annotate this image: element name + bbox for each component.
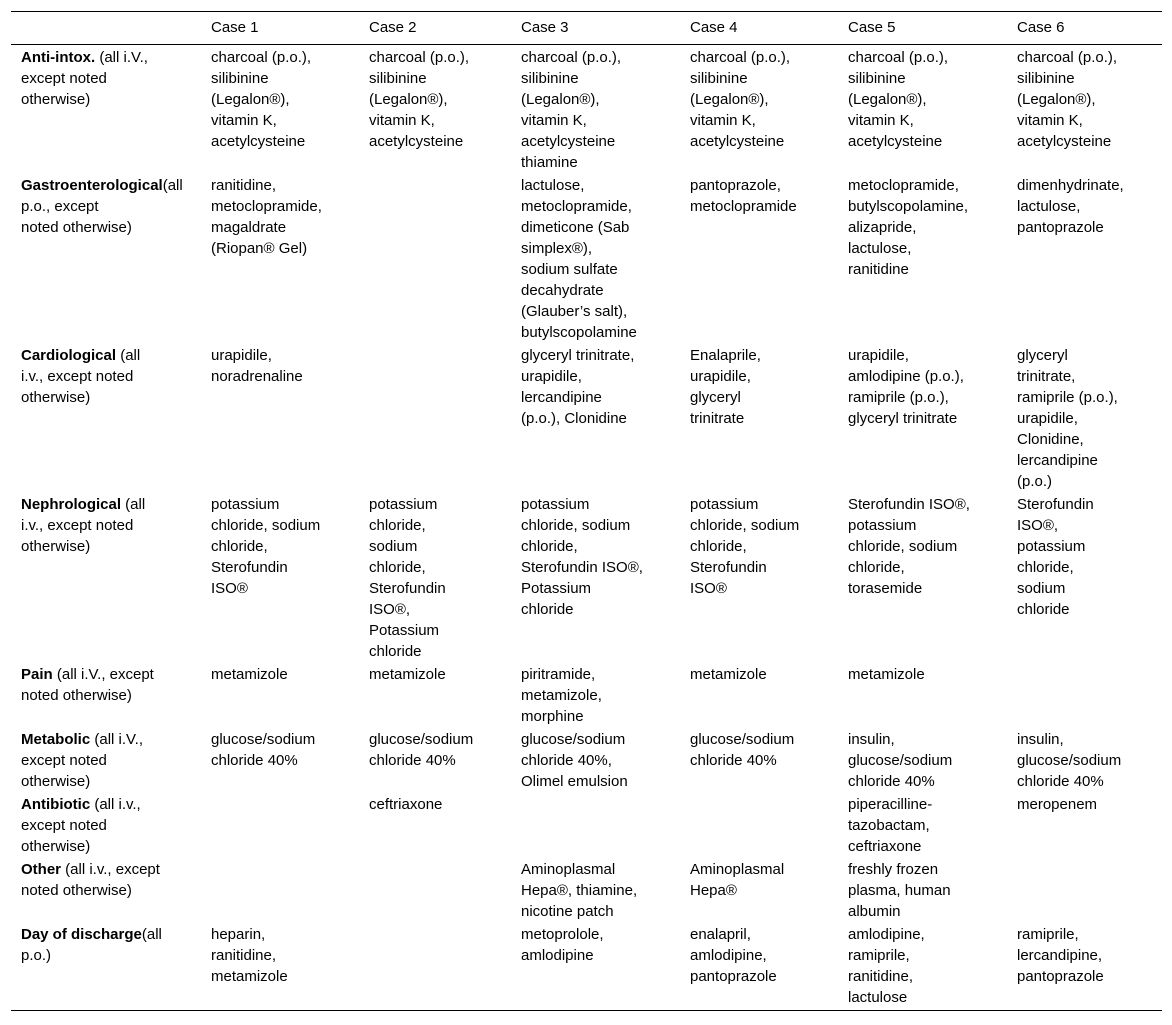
cell-text-line: acetylcysteine: [369, 133, 464, 150]
cell-text-line: Enalaprile,: [690, 347, 761, 364]
cell-text-line: magaldrate: [211, 219, 287, 236]
table-cell: [1007, 794, 1162, 859]
table-cell: [838, 345, 1007, 494]
cell-text-line: decahydrate: [521, 282, 604, 299]
cell-text-line: silibinine: [211, 70, 269, 87]
cell-text-line: enalapril,: [690, 926, 751, 943]
cell-text-line: lactulose,: [848, 240, 912, 257]
cell-text-line: ISO®: [211, 580, 248, 597]
cell-text-line: meropenem: [1017, 796, 1098, 813]
cell-text-line: vitamin K,: [521, 112, 587, 129]
cell-text-line: simplex®),: [521, 240, 593, 257]
table-cell: [201, 175, 359, 345]
table-cell: [511, 494, 680, 664]
cell-text-line: silibinine: [848, 70, 906, 87]
row-category-note: otherwise): [21, 389, 91, 406]
row-category-note: noted otherwise): [21, 882, 132, 899]
cell-text-line: butylscopolamine,: [848, 198, 969, 215]
table-cell: [1007, 664, 1162, 729]
cell-text-line: chloride 40%: [211, 752, 298, 769]
cell-text-line: trinitrate: [690, 410, 745, 427]
table-cell: [359, 345, 511, 494]
cell-text-line: vitamin K,: [690, 112, 756, 129]
cell-text-line: metamizole: [848, 666, 925, 683]
cell-text-line: chloride, sodium: [848, 538, 958, 555]
cell-text-line: Potassium: [369, 622, 440, 639]
table-cell: [838, 45, 1007, 176]
table-cell: [838, 859, 1007, 924]
table-header: [11, 12, 1162, 45]
table-cell: [680, 494, 838, 664]
cell-text-line: Aminoplasmal: [521, 861, 616, 878]
table-cell: [680, 345, 838, 494]
row-header-cell: [11, 859, 201, 924]
cell-text-line: insulin,: [848, 731, 895, 748]
cell-text-line: urapidile,: [1017, 410, 1078, 427]
cell-text-line: (Glauber’s salt),: [521, 303, 628, 320]
cell-text-line: insulin,: [1017, 731, 1064, 748]
cell-text-line: metamizole: [369, 666, 446, 683]
cell-text-line: charcoal (p.o.),: [211, 49, 312, 66]
cell-text-line: sodium sulfate: [521, 261, 618, 278]
cell-text-line: amlodipine (p.o.),: [848, 368, 964, 385]
cell-text-line: metoclopramide,: [848, 177, 959, 194]
cell-text-line: chloride, sodium: [211, 517, 321, 534]
row-category-title: Anti-intox.: [21, 49, 96, 66]
cell-text-line: glucose/sodium: [521, 731, 626, 748]
row-category-note: except noted: [21, 817, 107, 834]
cell-text-line: Sterofundin: [690, 559, 767, 576]
cell-text-line: ranitidine,: [211, 947, 277, 964]
row-category-note: except noted: [21, 752, 107, 769]
table-cell: [201, 345, 359, 494]
cell-text-line: glucose/sodium: [690, 731, 795, 748]
table-cell: [359, 664, 511, 729]
row-category-note: (all i.v.,: [90, 796, 141, 813]
cell-text-line: Potassium: [521, 580, 592, 597]
cell-text-line: metoclopramide,: [521, 198, 632, 215]
cell-text-line: amlodipine,: [690, 947, 767, 964]
cell-text-line: metamizole: [211, 666, 288, 683]
table-cell: [680, 794, 838, 859]
table-cell: [680, 729, 838, 794]
row-category-title: Pain: [21, 666, 53, 683]
cell-text-line: acetylcysteine: [690, 133, 785, 150]
table-cell: [359, 45, 511, 176]
cell-text-line: chloride: [521, 601, 574, 618]
row-category-title: Other: [21, 861, 62, 878]
row-header-cell: [11, 45, 201, 176]
cell-text-line: glucose/sodium: [211, 731, 316, 748]
row-header-cell: [11, 175, 201, 345]
cell-text-line: potassium: [521, 496, 590, 513]
cell-text-line: acetylcysteine: [848, 133, 943, 150]
cell-text-line: vitamin K,: [1017, 112, 1083, 129]
table-row: [11, 345, 1162, 494]
table-cell: [838, 494, 1007, 664]
cell-text-line: metamizole: [211, 968, 288, 985]
table-row: [11, 924, 1162, 1011]
header-cell-empty: [11, 12, 201, 45]
table-cell: [838, 729, 1007, 794]
cell-text-line: Hepa®: [690, 882, 737, 899]
cell-text-line: tazobactam,: [848, 817, 930, 834]
cell-text-line: chloride,: [690, 538, 747, 555]
row-header-cell: [11, 794, 201, 859]
table-cell: [511, 794, 680, 859]
table-cell: [1007, 175, 1162, 345]
cell-text-line: potassium: [211, 496, 280, 513]
cell-text-line: Sterofundin: [369, 580, 446, 597]
cell-text-line: charcoal (p.o.),: [369, 49, 470, 66]
cell-text-line: (Legalon®),: [211, 91, 290, 108]
cell-text-line: ISO®: [690, 580, 727, 597]
cell-text-line: ISO®,: [369, 601, 411, 618]
cell-text-line: piritramide,: [521, 666, 596, 683]
table-cell: [511, 45, 680, 176]
row-header-cell: [11, 664, 201, 729]
cell-text-line: pantoprazole: [690, 968, 777, 985]
cell-text-line: lercandipine: [1017, 452, 1098, 469]
row-category-note: i.v., except noted: [21, 517, 134, 534]
cell-text-line: chloride,: [1017, 559, 1074, 576]
cell-text-line: chloride,: [521, 538, 578, 555]
cell-text-line: urapidile,: [690, 368, 751, 385]
row-category-note: noted otherwise): [21, 687, 132, 704]
cell-text-line: lactulose,: [1017, 198, 1081, 215]
cell-text-line: (Legalon®),: [1017, 91, 1096, 108]
cell-text-line: Sterofundin ISO®,: [521, 559, 643, 576]
header-cell-case-3: Case 3: [521, 19, 569, 36]
cell-text-line: Sterofundin ISO®,: [848, 496, 970, 513]
cell-text-line: ceftriaxone: [369, 796, 443, 813]
table-cell: [511, 924, 680, 1011]
table-cell: [201, 729, 359, 794]
cell-text-line: vitamin K,: [848, 112, 914, 129]
cell-text-line: (Legalon®),: [521, 91, 600, 108]
table-cell: [201, 794, 359, 859]
cell-text-line: chloride 40%: [1017, 773, 1104, 790]
cell-text-line: charcoal (p.o.),: [521, 49, 622, 66]
cell-text-line: ramiprile,: [1017, 926, 1079, 943]
row-category-note: noted otherwise): [21, 219, 132, 236]
cell-text-line: lercandipine,: [1017, 947, 1103, 964]
cell-text-line: glyceryl trinitrate,: [521, 347, 635, 364]
table-cell: [838, 175, 1007, 345]
cell-text-line: chloride,: [848, 559, 905, 576]
cell-text-line: potassium: [369, 496, 438, 513]
table-cell: [1007, 729, 1162, 794]
cell-text-line: lactulose: [848, 989, 908, 1006]
table-cell: [359, 729, 511, 794]
cell-text-line: vitamin K,: [369, 112, 435, 129]
row-category-note: (all i.V., except: [52, 666, 154, 683]
table-cell: [201, 924, 359, 1011]
table-row: [11, 664, 1162, 729]
cell-text-line: freshly frozen: [848, 861, 939, 878]
row-category-note: (all i.v., except: [61, 861, 160, 878]
cell-text-line: pantoprazole,: [690, 177, 781, 194]
cell-text-line: Olimel emulsion: [521, 773, 628, 790]
row-category-note: (all p.o.): [21, 926, 162, 964]
cell-text-line: glucose/sodium: [1017, 752, 1122, 769]
row-category-note: (all p.o., except: [21, 177, 183, 215]
row-category-note: otherwise): [21, 538, 91, 555]
table-cell: [838, 794, 1007, 859]
table-cell: [838, 664, 1007, 729]
cell-text-line: acetylcysteine: [1017, 133, 1112, 150]
cell-text-line: (p.o.), Clonidine: [521, 410, 627, 427]
cell-text-line: chloride: [369, 643, 422, 660]
table-cell: [511, 859, 680, 924]
cell-text-line: potassium: [690, 496, 759, 513]
cell-text-line: potassium: [1017, 538, 1086, 555]
cell-text-line: metoclopramide: [690, 198, 797, 215]
cell-text-line: torasemide: [848, 580, 923, 597]
cell-text-line: silibinine: [1017, 70, 1075, 87]
row-category-title: Antibiotic: [21, 796, 91, 813]
header-row: [11, 12, 1162, 45]
cell-text-line: amlodipine: [521, 947, 594, 964]
table-cell: [1007, 345, 1162, 494]
row-category-title: Day of discharge: [21, 926, 142, 943]
row-category-note: otherwise): [21, 773, 91, 790]
table-cell: [359, 794, 511, 859]
cell-text-line: ramiprile (p.o.),: [848, 389, 949, 406]
table-cell: [359, 494, 511, 664]
cell-text-line: charcoal (p.o.),: [690, 49, 791, 66]
header-cell-case-2: Case 2: [369, 19, 417, 36]
row-header-cell: [11, 494, 201, 664]
cell-text-line: metoprolole,: [521, 926, 604, 943]
table-cell: [359, 175, 511, 345]
cell-text-line: chloride,: [211, 538, 268, 555]
cell-text-line: nicotine patch: [521, 903, 614, 920]
table-cell: [201, 494, 359, 664]
cell-text-line: metamizole: [690, 666, 767, 683]
cell-text-line: metoclopramide,: [211, 198, 322, 215]
cell-text-line: chloride, sodium: [521, 517, 631, 534]
row-category-title: Metabolic: [21, 731, 91, 748]
cell-text-line: glucose/sodium: [848, 752, 953, 769]
cell-text-line: ceftriaxone: [848, 838, 922, 855]
cell-text-line: glyceryl: [1017, 347, 1068, 364]
cell-text-line: piperacilline-: [848, 796, 933, 813]
cell-text-line: noradrenaline: [211, 368, 303, 385]
cell-text-line: (Riopan® Gel): [211, 240, 308, 257]
table-cell: [511, 345, 680, 494]
row-category-title: Cardiological: [21, 347, 117, 364]
row-header-cell: [11, 729, 201, 794]
cell-text-line: alizapride,: [848, 219, 917, 236]
row-category-note: (all: [121, 496, 146, 513]
cell-text-line: charcoal (p.o.),: [848, 49, 949, 66]
table-body: [11, 45, 1162, 1011]
cell-text-line: ranitidine: [848, 261, 909, 278]
cell-text-line: silibinine: [369, 70, 427, 87]
table-cell: [511, 729, 680, 794]
row-category-note: i.v., except noted: [21, 368, 134, 385]
cell-text-line: ramiprile (p.o.),: [1017, 389, 1118, 406]
cell-text-line: heparin,: [211, 926, 266, 943]
table-row: [11, 45, 1162, 176]
cell-text-line: morphine: [521, 708, 584, 725]
cell-text-line: dimenhydrinate,: [1017, 177, 1124, 194]
cell-text-line: (Legalon®),: [848, 91, 927, 108]
table-row: [11, 175, 1162, 345]
medication-table: [11, 11, 1162, 1011]
cell-text-line: chloride 40%,: [521, 752, 612, 769]
cell-text-line: chloride, sodium: [690, 517, 800, 534]
cell-text-line: Clonidine,: [1017, 431, 1084, 448]
cell-text-line: albumin: [848, 903, 901, 920]
table-cell: [201, 859, 359, 924]
cell-text-line: pantoprazole: [1017, 968, 1104, 985]
cell-text-line: urapidile,: [848, 347, 909, 364]
cell-text-line: potassium: [848, 517, 917, 534]
cell-text-line: ranitidine,: [848, 968, 914, 985]
cell-text-line: sodium: [1017, 580, 1066, 597]
table-cell: [1007, 494, 1162, 664]
cell-text-line: Hepa®, thiamine,: [521, 882, 638, 899]
cell-text-line: silibinine: [521, 70, 579, 87]
table-cell: [680, 924, 838, 1011]
cell-text-line: plasma, human: [848, 882, 951, 899]
header-cell-case-5: Case 5: [848, 19, 896, 36]
cell-text-line: (Legalon®),: [690, 91, 769, 108]
cell-text-line: Sterofundin: [211, 559, 288, 576]
table-row: [11, 859, 1162, 924]
cell-text-line: pantoprazole: [1017, 219, 1104, 236]
cell-text-line: butylscopolamine: [521, 324, 637, 341]
row-category-note: except noted: [21, 70, 107, 87]
cell-text-line: dimeticone (Sab: [521, 219, 630, 236]
cell-text-line: urapidile,: [211, 347, 272, 364]
table-cell: [201, 45, 359, 176]
cell-text-line: thiamine: [521, 154, 578, 171]
table-cell: [201, 664, 359, 729]
cell-text-line: ISO®,: [1017, 517, 1059, 534]
cell-text-line: (p.o.): [1017, 473, 1053, 490]
table-cell: [680, 45, 838, 176]
cell-text-line: chloride,: [369, 517, 426, 534]
table-cell: [680, 175, 838, 345]
cell-text-line: lercandipine: [521, 389, 602, 406]
cell-text-line: metamizole,: [521, 687, 602, 704]
row-category-note: (all: [116, 347, 141, 364]
table-row: [11, 494, 1162, 664]
cell-text-line: lactulose,: [521, 177, 585, 194]
table-cell: [838, 924, 1007, 1011]
cell-text-line: chloride 40%: [690, 752, 777, 769]
row-category-title: Nephrological: [21, 496, 122, 513]
table-cell: [1007, 859, 1162, 924]
cell-text-line: silibinine: [690, 70, 748, 87]
row-category-note: (all i.V.,: [95, 49, 148, 66]
cell-text-line: charcoal (p.o.),: [1017, 49, 1118, 66]
table-cell: [1007, 45, 1162, 176]
header-cell-case-1: Case 1: [211, 19, 259, 36]
cell-text-line: acetylcysteine: [211, 133, 306, 150]
row-header-cell: [11, 345, 201, 494]
cell-text-line: chloride 40%: [369, 752, 456, 769]
table-row: [11, 794, 1162, 859]
row-category-note: otherwise): [21, 91, 91, 108]
cell-text-line: Aminoplasmal: [690, 861, 785, 878]
cell-text-line: sodium: [369, 538, 418, 555]
cell-text-line: chloride,: [369, 559, 426, 576]
table-cell: [680, 664, 838, 729]
table-cell: [680, 859, 838, 924]
cell-text-line: trinitrate,: [1017, 368, 1076, 385]
cell-text-line: acetylcysteine: [521, 133, 616, 150]
row-category-note: (all i.V.,: [90, 731, 143, 748]
table-cell: [359, 859, 511, 924]
cell-text-line: ranitidine,: [211, 177, 277, 194]
cell-text-line: (Legalon®),: [369, 91, 448, 108]
row-category-note: otherwise): [21, 838, 91, 855]
cell-text-line: urapidile,: [521, 368, 582, 385]
header-cell-case-4: Case 4: [690, 19, 738, 36]
cell-text-line: vitamin K,: [211, 112, 277, 129]
table-cell: [1007, 924, 1162, 1011]
table-cell: [359, 924, 511, 1011]
table-row: [11, 729, 1162, 794]
cell-text-line: chloride: [1017, 601, 1070, 618]
cell-text-line: glucose/sodium: [369, 731, 474, 748]
cell-text-line: glyceryl trinitrate: [848, 410, 958, 427]
cell-text-line: ramiprile,: [848, 947, 910, 964]
row-header-cell: [11, 924, 201, 1011]
cell-text-line: glyceryl: [690, 389, 741, 406]
header-cell-case-6: Case 6: [1017, 19, 1065, 36]
table-cell: [511, 175, 680, 345]
cell-text-line: chloride 40%: [848, 773, 935, 790]
cell-text-line: Sterofundin: [1017, 496, 1094, 513]
table-cell: [511, 664, 680, 729]
row-category-title: Gastroenterological: [21, 177, 163, 194]
cell-text-line: amlodipine,: [848, 926, 925, 943]
